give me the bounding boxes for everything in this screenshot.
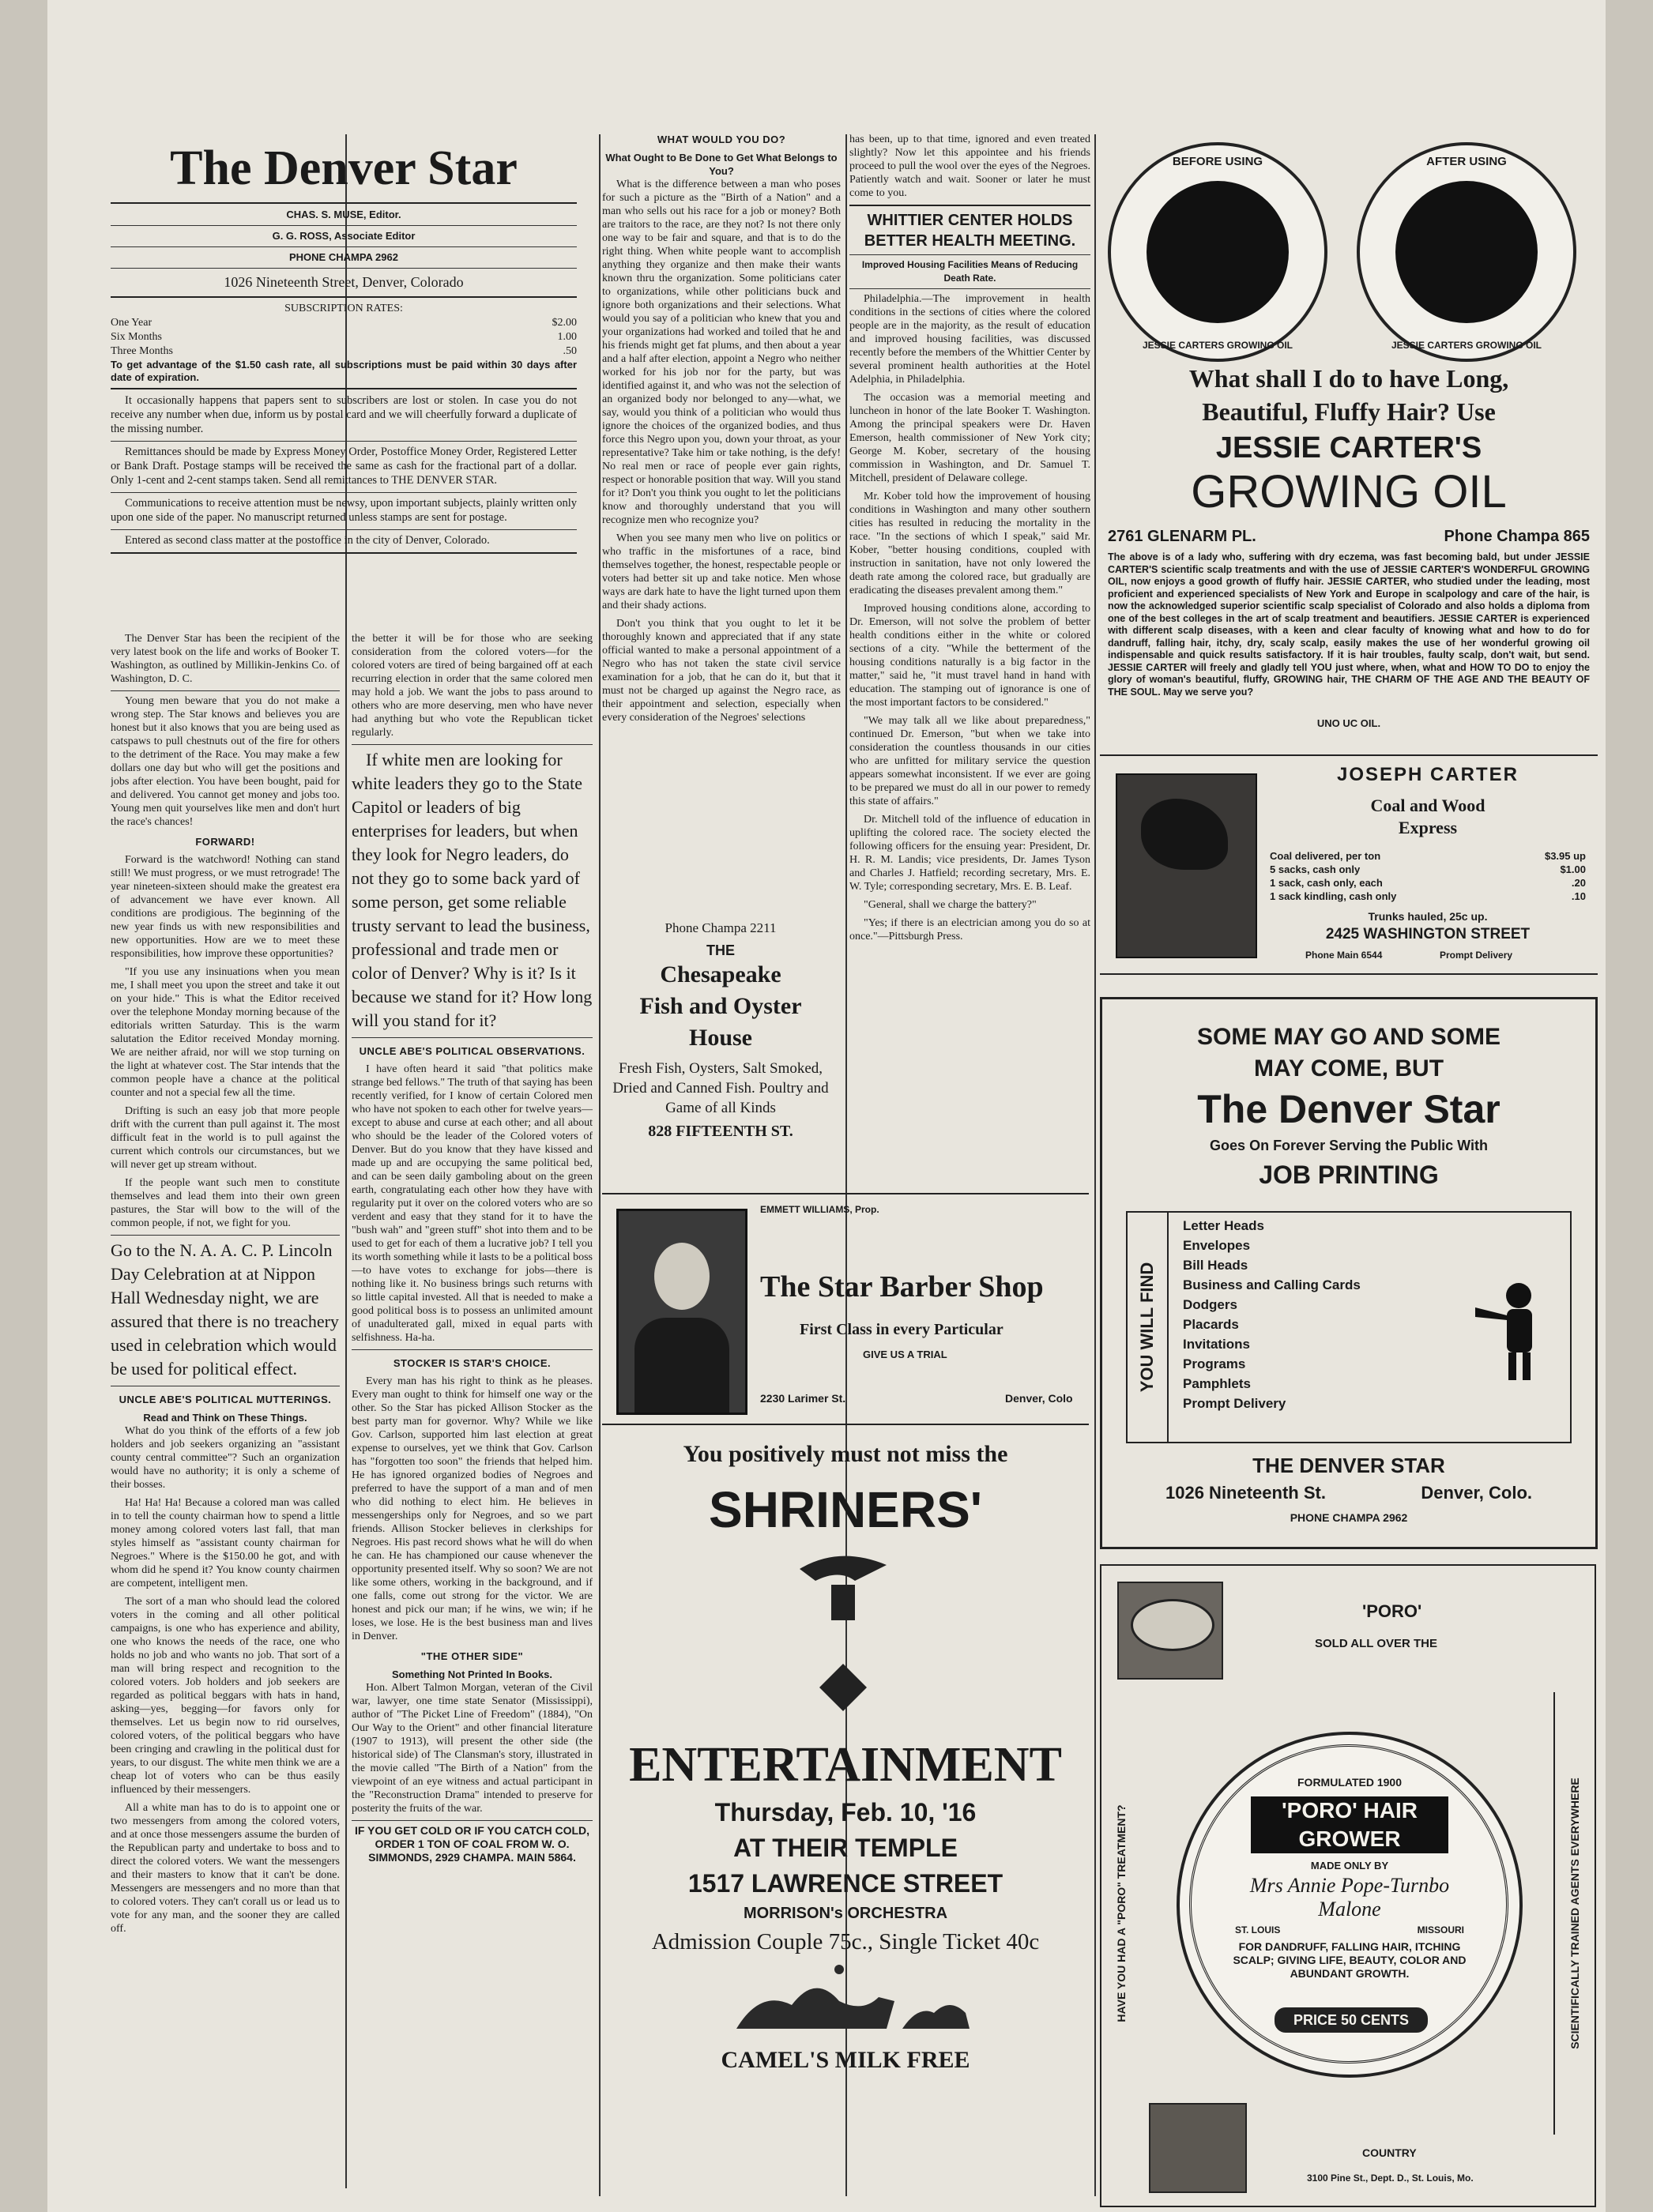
joseph-phone: Phone Main 6544 xyxy=(1305,950,1383,961)
shriners-temple: AT THEIR TEMPLE xyxy=(733,1834,958,1862)
article-paragraph: The sort of a man who should lead the colored voters in the coming and all other political campaigns, is one who has experience and ability, one who knows the needs of the race, one who holds no job and who wants no job. That sort of a man will bring respect and recognition to the colored voters. Job holders and job seekers are regarded as political beggars with hats in hand, asking—yes, begging—for favors only for themselves. Let us begin now to rid ourselves, colored voters, of the political beggars who have been cringing and crawling in the political dust for years, to our disgust. The white men think we are a cheap lot of voters who can be thus easily influenced by their messengers. xyxy=(111,1596,340,1796)
after-using-circle xyxy=(1357,142,1576,362)
poro-maker-signature: Mrs Annie Pope-Turnbo Malone xyxy=(1249,1874,1450,1920)
jobprint-title: The Denver Star xyxy=(1197,1087,1501,1131)
jobprint-sub: Goes On Forever Serving the Public With xyxy=(1210,1138,1488,1153)
ring-label: JESSIE CARTERS GROWING OIL xyxy=(1391,340,1542,351)
jobprint-list-box xyxy=(1126,1211,1572,1443)
poro-left-vertical-box xyxy=(1101,1692,1141,2135)
oil-address: 2761 GLENARM PL. xyxy=(1108,528,1256,545)
notice: Communications to receive attention must be newsy, upon important subjects, plainly written only upon one side of the paper. No manuscript returned unless stamps are sent for postage. xyxy=(111,497,577,524)
section-subheading: Something Not Printed In Books. xyxy=(392,1668,552,1680)
ad-the: THE xyxy=(706,942,735,958)
masthead xyxy=(111,138,577,612)
ad-growing-oil xyxy=(1100,133,1598,765)
jobprint-line: SOME MAY GO AND SOME xyxy=(1197,1024,1501,1050)
section-heading: FORWARD! xyxy=(195,836,255,848)
ad-chesapeake xyxy=(602,912,839,1185)
poro-city: ST. LOUIS xyxy=(1235,1924,1281,1936)
poro-jar-image xyxy=(1117,1582,1223,1680)
article-paragraph: has been, up to that time, ignored and even treated slightly? Now let this appointee and his friends proceed to pull the wool over the eyes of the Negroes. Patiently watch and wait. Sooner or later he must come to you. xyxy=(849,134,1090,199)
article-paragraph: Every man has his right to think as he pleases. Every man ought to think for himself one way or the other. So the Star has picked Allison Stocker as the best party man for governor. Why? While we like Gov. Carlson, supported him last election at great expense to ourselves, yet we think that Gov. Carlson has "forgotten too soon" the friends that helped him. He has ignored organized bodies of Negroes and preferred to have the support of a man and of men who did nothing to elect him. He believes in messengerships only for Negroes, and so we part friends. Allison Stocker believes in clerkships for Negroes. His past record shows what he will do when he can. He has championed our cause whenever the opportunity presented itself. Why so soon? We are not like some others, working in the background, and if one falls, come out strong for the victor. We are honest and pick our man; if he wins, we win; if he loses, we lose. He is the best business man and lives in Denver. xyxy=(352,1375,593,1642)
article-paragraph: Young men beware that you do not make a wrong step. The Star knows and believes you are honest but it also knows that you are being used as catspaws to pull chestnuts out of the fire for others to the detriment of the Race. You may make a few dollars one day but who will get the positions and jobs after election. You have been bought, paid for and delivered. You cannot get money and jobs too. Young men quit yourselves like men and don't hurt the race's chances! xyxy=(111,695,340,828)
section-heading: "THE OTHER SIDE" xyxy=(420,1650,524,1662)
after-label: AFTER USING xyxy=(1426,155,1507,168)
article-paragraph: The Denver Star has been the recipient of the very latest book on the life and works of Booker T. Washington, as outlined by Millikin-Jenkins Co. of Washington, D. C. xyxy=(111,633,340,685)
article-paragraph: Hon. Albert Talmon Morgan, veteran of the Civil war, lawyer, one time state Senator (Mississippi), author of "The Picket Line of Freedom" (1884), "On Our Way to the Orient" and other financial literature (1907 to 1913), will present the other side (the historical side) of The Clansman's story, illustrated in the movie called "The Birth of a Nation" from the viewpoint of an eye witness and actual participant in the "Reconstruction Drama" intended to preserve for posterity the fruits of the war. xyxy=(352,1682,593,1815)
rate-row: One Year $2.00 xyxy=(111,317,577,329)
rate-row: Six Months 1.00 xyxy=(111,331,577,343)
article-paragraph: "General, shall we charge the battery?" xyxy=(864,899,1037,911)
poro-box-image xyxy=(1149,2103,1247,2193)
jobprint-line: MAY COME, BUT xyxy=(1253,1055,1444,1082)
section-heading: STOCKER IS STAR'S CHOICE. xyxy=(393,1357,552,1369)
shriners-emblem-icon xyxy=(602,1545,1089,1735)
article-paragraph: I have often heard it said "that politics make strange bed fellows." The truth of that saying has been recently verified, for I know of certain Colored men who have not spoken to each other for twelve years—except to abuse and curse at each other; and all about who should be the leader of the Colored voters of Denver. But do you know that they have kissed and made up and are occupying the same political bed, and can be seen daily gamboling about on the green earth, congratulating each other how they have with regularity put it over on the colored voters who are so verdent and easy that they stand for it to have the "bush wah" and "green stuff" shot into them and to be used to get for each of them a lucrative job? I tell you its worth something while it lasts to be a political boss—to have votes to exchange for jobs—there is nothing like it. No business brings such returns with so little capital invested. All that is needed to make a good political boss is to possess an unlimited amount of unadulterated gall, mixed in equal parts with selfishness. Ha-ha. xyxy=(352,1063,593,1344)
before-label: BEFORE USING xyxy=(1172,155,1263,168)
notice: Remittances should be made by Express Money Order, Postoffice Money Order, Registered Letter or Bank Draft. Postage stamps will be received the same as cash for the fractional part of a dollar. Only 1-cent and 2-cent stamps taken. Send all remittances to THE DENVER STAR. xyxy=(111,446,577,487)
barber-portrait xyxy=(616,1209,747,1415)
ring-label: JESSIE CARTERS GROWING OIL xyxy=(1142,340,1293,351)
poro-address: 3100 Pine St., Dept. D., St. Louis, Mo. xyxy=(1307,2172,1474,2184)
poro-state: MISSOURI xyxy=(1417,1924,1464,1936)
jobprint-job: JOB PRINTING xyxy=(1259,1161,1439,1189)
oil-brand: JESSIE CARTER'S xyxy=(1215,431,1482,465)
ad-joseph-carter xyxy=(1100,754,1598,975)
ad-phone: Phone Champa 2211 xyxy=(665,920,777,935)
barber-tagline: First Class in every Particular xyxy=(800,1321,1003,1338)
column-3 xyxy=(602,133,841,907)
jobprint-vertical-box xyxy=(1128,1213,1169,1442)
article-paragraph: Ha! Ha! Ha! Because a colored man was called in to tell the county chairman how to spend a little money among colored voters last fall, that man styles himself as "assistant county chairman for Negroes." Where is the $150.00 he got, and with whom did he spend it? You know county chairmen are competent, intelligent men. xyxy=(111,1497,340,1589)
shriners-admission: Admission Couple 75c., Single Ticket 40c xyxy=(651,1929,1040,1954)
poro-left-vertical: HAVE YOU HAD A "PORO" TREATMENT? xyxy=(1115,1804,1128,2022)
article-paragraph: Drifting is such an easy job that more people drift with the current than pull against it. The most difficult feat in the world is to pull against the current which controls our circumstances, but we will never get up stream without. xyxy=(111,1105,340,1171)
article-paragraph: All a white man has to do is to appoint one or two messengers from among the colored voters, and at once those messengers assume the burden of the Republican party and undertake to boss and to direct the colored voters. We want the messengers and their masters to know that it can't be done. Messengers are messengers and no more than that to colored voters. They can't corall us or lead us to vote for any man, and the sooner they are called off. xyxy=(111,1802,340,1935)
section-subheading: Improved Housing Facilities Means of Reducing Death Rate. xyxy=(861,259,1079,284)
cash-note: To get advantage of the $1.50 cash rate, all subscriptions must be paid within 30 days after date of expiration. xyxy=(111,359,577,383)
joseph-prompt: Prompt Delivery xyxy=(1440,950,1513,961)
shriners-event: ENTERTAINMENT xyxy=(629,1738,1062,1792)
article-paragraph: What is the difference between a man who poses for such a picture as the "Birth of a Nation" and a man who sells out his race for a job or money? Both are traitors to the race, are they not? Is not there only one way to be fair and square, and that is to do the right thing. When white people want to accomplish anything they organize and then make their wants known thru the organization. Some politicians cater to organizations, while other politicians buck and ignore both organizations and their selections. What would you say of a politician who knew that you and your organizations had worked and toiled that he and his friends might get fat plums, and then about a year and a half after election, appoint a Negro who neither worked for his job nor for the party, but was identified against it, and who was not the selection of an organized body nor belonged to any—what, we say, would you think of a politician who would thus ignore the choices of the organized bodies, and thus force this Negro upon you, down your throat, as your representative? Take him or take nothing, is the defy! No real men or race of people ever gain rights, respect or honorable position that way. Will you stand for it? Don't you think you ought to let the politicians know and thoroughly understand that you will recognize men who recognize you? xyxy=(602,179,841,526)
ad-address: 828 FIFTEENTH ST. xyxy=(648,1123,793,1140)
camel-icon xyxy=(602,1958,1089,2045)
left-margin xyxy=(0,0,47,2212)
phone-line: PHONE CHAMPA 2962 xyxy=(289,251,398,263)
ad-name: Chesapeake xyxy=(660,961,781,988)
joseph-name: JOSEPH CARTER xyxy=(1336,764,1519,785)
notice: It occasionally happens that papers sent to subscribers are lost or stolen. In case you do not receive any number when due, inform us by postal card and we will cheerfully forward a duplicate of the missing number. xyxy=(111,394,577,435)
section-heading: WHAT WOULD YOU DO? xyxy=(657,134,786,145)
section-heading: UNCLE ABE'S POLITICAL OBSERVATIONS. xyxy=(359,1045,586,1057)
shriners-pretitle: You positively must not miss the xyxy=(683,1441,1008,1467)
bugler-icon xyxy=(1475,1276,1546,1386)
poro-country: COUNTRY xyxy=(1362,2146,1417,2159)
oil-signature: UNO UC OIL. xyxy=(1316,717,1381,729)
barber-trial: GIVE US A TRIAL xyxy=(863,1349,947,1360)
poro-claims: FOR DANDRUFF, FALLING HAIR, ITCHING SCALP; GIVING LIFE, BEAUTY, COLOR AND ABUNDANT GROWTH. xyxy=(1233,1940,1467,1980)
jobprint-footer-address: 1026 Nineteenth St. xyxy=(1165,1483,1326,1503)
oil-headline: What shall I do to have Long, Beautiful, Fluffy Hair? Use xyxy=(1188,364,1509,426)
column-rule xyxy=(599,134,601,2196)
newspaper-title: The Denver Star xyxy=(170,141,518,195)
article-headline: WHITTIER CENTER HOLDS BETTER HEALTH MEETING. xyxy=(864,212,1076,250)
article-paragraph: If the people want such men to constitute themselves and lead them into their own green pastures, the Star will bow to the will of the common people, if not, we fight for you. xyxy=(111,1177,340,1229)
article-paragraph: Dr. Mitchell told of the influence of education in uplifting the colored race. The society elected the following officers for the ensuing year: President, Dr. H. R. M. Landis; vice presidents, Dr. James Tyson and Charles J. Hatfield; recording secretary, Mrs. E. W. Tyle; corresponding secretary, Mrs. E. B. Leaf. xyxy=(849,814,1090,893)
poro-made-by: MADE ONLY BY xyxy=(1310,1860,1389,1872)
article-paragraph: Improved housing conditions alone, according to Dr. Emerson, will not solve the problem of better health conditions either in the white or colored sections of a city. "While the betterment of the housing conditions naturally is a big factor in the matter," said he, "it must travel hand in hand with education. The stamping out of ignorance is one of the most important factors to be considered." xyxy=(849,603,1090,709)
article-paragraph: Mr. Kober told how the improvement of housing conditions in Washington and many other southern cities has resulted in reducing the mortality in the race. "In the sections of which I speak," said Mr. Kober, "better housing conditions, coupled with instruction in sanitation, have not only lowered the death rate among the colored race, but gradually are eradicating the diseases prevalent among them." xyxy=(849,491,1090,596)
coal-photo xyxy=(1116,773,1257,958)
ad-body: Fresh Fish, Oysters, Salt Smoked, Dried and Canned Fish. Poultry and Game of all Kinds xyxy=(612,1060,829,1116)
article-paragraph: "Yes; if there is an electrician among you do so at once."—Pittsburgh Press. xyxy=(849,917,1090,942)
joseph-sub: Express xyxy=(1398,818,1458,837)
article-paragraph: Don't you think that you ought to let it be thoroughly known and appreciated that if any state official wanted to make a personal appointment of a Negro who has not taken the state civil service examination for a job, that he can do it, but that it must not be charged up against the Negro race, as their appointment and selection, especially when every consideration of the Negroes' selections xyxy=(602,618,841,724)
shriners-date: Thursday, Feb. 10, '16 xyxy=(714,1798,977,1826)
joseph-trunks: Trunks hauled, 25c up. xyxy=(1368,910,1488,923)
rate-row: Three Months .50 xyxy=(111,345,577,357)
ad-job-printing xyxy=(1100,997,1598,1549)
poro-price: PRICE 50 CENTS xyxy=(1275,2007,1428,2033)
ad-poro xyxy=(1100,1564,1596,2207)
address-line: 1026 Nineteenth Street, Denver, Colorado xyxy=(224,274,464,290)
article-paragraph: Philadelphia.—The improvement in health conditions in the sections of cities where the colored people are in the majority, as the result of education and improved housing facilities, was discussed recently before the members of the Whittier Center by several prominent health authorities at the Hotel Adelphia, in Philadelphia. xyxy=(849,293,1090,386)
jobprint-vertical: YOU WILL FIND xyxy=(1137,1262,1157,1393)
joseph-address: 2425 WASHINGTON STREET xyxy=(1325,926,1531,942)
poro-label: 'PORO' HAIR GROWER xyxy=(1251,1796,1448,1853)
joseph-sub: Coal and Wood xyxy=(1370,796,1485,815)
joseph-prices: Coal delivered, per ton $3.95 up 5 sacks, cash only $1.00 1 sack, cash only, each .20 1 sack kindling, cash only .10 xyxy=(1270,850,1586,902)
shriners-title: SHRINERS' xyxy=(709,1481,982,1538)
ad-barber xyxy=(602,1193,1089,1425)
article-paragraph: "We may talk all we like about preparedness," continued Dr. Emerson, "but when we take into consideration the countless thousands in our cities who are unfitted for military service the question appears somewhat inconsistent. If we ever are going to be prepared we must do all in our power to remedy this state of affairs." xyxy=(849,715,1090,807)
naacp-notice: Go to the N. A. A. C. P. Lincoln Day Celebration at at Nippon Hall Wednesday night, we are assured that there is no treachery used in celebration which would be used for political effect. xyxy=(111,1240,339,1379)
before-using-circle xyxy=(1108,142,1327,362)
barber-name: The Star Barber Shop xyxy=(760,1270,1044,1304)
barber-address: 2230 Larimer St. xyxy=(760,1392,846,1405)
rates-title: SUBSCRIPTION RATES: xyxy=(284,303,403,314)
ad-name: House xyxy=(688,1025,752,1051)
coal-notice: IF YOU GET COLD OR IF YOU CATCH COLD, ORDER 1 TON OF COAL FROM W. O. SIMMONDS, 2929 CHAMPA. MAIN 5864. xyxy=(354,1824,590,1864)
section-subheading: Read and Think on These Things. xyxy=(143,1412,307,1424)
shriners-street: 1517 LAWRENCE STREET xyxy=(687,1869,1003,1898)
editorial-large: If white men are looking for white leaders they go to the State Capitol or leaders of big enterprises for leaders, but when they look for Negro leaders, do not they go to some back yard of some person, get some reliable trusty servant to lead the business, professional and trade men or color of Denver? Why is it? Is it because we stand for it? How long will you stand for it? xyxy=(352,750,593,1030)
notice: Entered as second class matter at the postoffice in the city of Denver, Colorado. xyxy=(125,534,490,547)
column-rule xyxy=(1094,134,1096,2196)
oil-body: The above is of a lady who, suffering with dry eczema, was fast becoming bald, but under JESSIE CARTER'S scientific scalp treatments and with the use of JESSIE CARTER'S WONDERFUL GROWING OIL, now enjoys a good growth of fluffy hair. JESSIE CARTER, who studied under the leading, most proficient and experienced specialists of New York and Europe in scalpology and care of the hair, is now the acknowledged superior scientific scalp specialist of Colorado and also holds a diploma from one of the best colleges in the art of scalp treatment and beautifiers. JESSIE CARTER is experienced with different scalp diseases, with a keen and clear faculty of knowing what and how to do for dandruff, falling hair, itchy, dry, scaly scalp, easily makes the use of her wonderful growing oil indispensable and quick results satisfactory. If it is hair troubles, faulty scalp, don't wait, but send. JESSIE CARTER will freely and gladly tell YOU just where, when, what and HOW TO DO to enjoy the glory of woman's beautiful, fluffy, GROWING hair, THE CHARM OF THE AGE AND THE BEAUTY OF THE SOUL. May we serve you? xyxy=(1108,551,1590,698)
ad-name: Fish and Oyster xyxy=(639,993,802,1019)
article-paragraph: What do you think of the efforts of a few job holders and job seekers organizing an "assistant county central committee"? Such an organization would have no authority; it is only a scheme of their bosses. xyxy=(111,1425,340,1491)
jobprint-footer-city: Denver, Colo. xyxy=(1421,1483,1532,1503)
article-paragraph: The occasion was a memorial meeting and luncheon in honor of the late Booker T. Washington. Among the principal speakers were Dr. Haven Emerson, health commissioner of New York city; George M. Kober, secretary of the housing commission in Washington, and Dr. Samuel T. Mitchell, president of Delaware college. xyxy=(849,392,1090,484)
oil-product: GROWING OIL xyxy=(1191,466,1507,517)
poro-brand: 'PORO' xyxy=(1362,1601,1422,1621)
ad-shriners xyxy=(602,1430,1089,2208)
right-margin xyxy=(1606,0,1653,2212)
editor-line: CHAS. S. MUSE, Editor. xyxy=(286,209,401,220)
barber-prop: EMMETT WILLIAMS, Prop. xyxy=(760,1204,879,1215)
poro-label-circle xyxy=(1177,1732,1523,2078)
article-paragraph: Forward is the watchword! Nothing can stand still! We must progress, or we must retrograde! The year nineteen-sixteen should make the greatest era of advancement we have ever known. All conditions are prodigious. The beginning of the new year finds us with new responsibilities and new opportunities. How are we to meet these responsibilities, how improve these opportunities? xyxy=(111,854,340,960)
shriners-footer: CAMEL'S MILK FREE xyxy=(721,2047,970,2073)
jobprint-footer-name: THE DENVER STAR xyxy=(1252,1454,1445,1477)
column-2 xyxy=(352,632,593,2204)
column-4 xyxy=(849,133,1090,1168)
section-heading: UNCLE ABE'S POLITICAL MUTTERINGS. xyxy=(119,1394,332,1405)
oil-phone: Phone Champa 865 xyxy=(1444,528,1590,545)
associate-editor-line: G. G. ROSS, Associate Editor xyxy=(272,230,416,242)
poro-right-vertical: SCIENTIFICALLY TRAINED AGENTS EVERYWHERE xyxy=(1568,1778,1581,2049)
shriners-orchestra: MORRISON's ORCHESTRA xyxy=(743,1905,948,1922)
article-paragraph: the better it will be for those who are seeking consideration from the colored voters—for the colored voters are tired of being bargained off at each recurring election in order that the same colored men may hold a job. We want the jobs to pass around to others who are more deserving, men who have never had anything but who vote the Republican ticket regularly. xyxy=(352,633,593,739)
poro-sold: SOLD ALL OVER THE xyxy=(1315,1637,1438,1650)
poro-right-vertical-box xyxy=(1553,1692,1595,2135)
barber-city: Denver, Colo xyxy=(1005,1392,1073,1405)
article-paragraph: When you see many men who live on politics or who traffic in the misfortunes of a race, bind themselves together, the honest, respectable people or voters had better sit up and take notice. Men whose ways are dark hate to have the light turned upon them and their shady actions. xyxy=(602,532,841,611)
section-subheading: What Ought to Be Done to Get What Belongs to You? xyxy=(605,152,838,177)
article-paragraph: "If you use any insinuations when you mean me, I shall meet you upon the street and take it out on your hide." This is what the Editor received over the telephone Monday morning because of the editorials written Saturday. This is the warm salutation the Editor received Monday morning. We are neither afraid, nor will we stop turning on the light at whatever cost. The Star intends that the common people have a chance at the political counter and not a special few all the time. xyxy=(111,966,340,1099)
poro-formulated: FORMULATED 1900 xyxy=(1297,1776,1402,1789)
jobprint-items: Letter Heads Envelopes Bill Heads Business and Calling Cards Dodgers Placards Invitations Programs Pamphlets Prompt Delivery xyxy=(1183,1218,1361,1411)
column-1 xyxy=(111,632,340,2204)
jobprint-footer-phone: PHONE CHAMPA 2962 xyxy=(1290,1511,1408,1524)
